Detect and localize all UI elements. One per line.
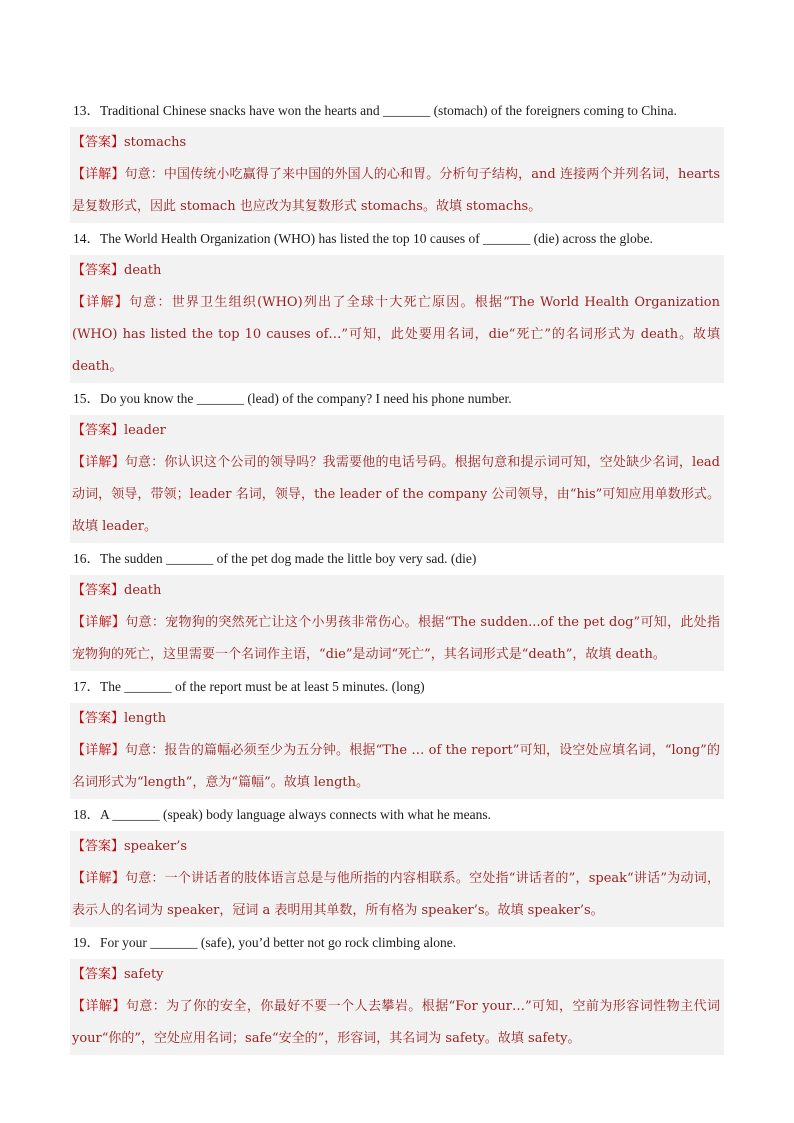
question-text: 16．The sudden _______ of the pet dog made the little boy very sad. (die) (73, 551, 477, 566)
answer-line (70, 831, 724, 863)
answer-label: 【答案】 (72, 583, 125, 598)
answer-text: length (124, 711, 167, 726)
explanation-text: 句意：为了你的安全，你最好不要一个人去攀岩。根据“For your…”可知，空前为形容词性物主代词 your“你的”，空处应用名词；safe“安全的”，形容词，其名词为 safety。故填 safety。 (72, 999, 720, 1046)
answer-text: death (124, 583, 162, 598)
question-text: 13．Traditional Chinese snacks have won the hearts and _______ (stomach) of the foreigners coming to China. (73, 103, 677, 118)
explanation-text: 句意：世界卫生组织(WHO)列出了全球十大死亡原因。根据“The World Health Organization (WHO) has listed the top 10 causes of…”可知，此处要用名词，die“死亡”的名词形式为 death。故填 death。 (72, 295, 720, 374)
explanation-label: 【详解】 (72, 167, 125, 182)
question-item-14 (70, 223, 724, 383)
explanation-text: 句意：宠物狗的突然死亡让这个小男孩非常伤心。根据“The sudden...of the pet dog”可知，此处指宠物狗的死亡，这里需要一个名词作主语，“die”是动词“死亡”，其名词形式是“death”，故填 death。 (72, 615, 720, 662)
explanation-text: 句意：你认识这个公司的领导吗？我需要他的电话号码。根据句意和提示词可知，空处缺少名词，lead 动词，领导，带领；leader 名词，领导，the leader of the company 公司领导，由“his”可知应用单数形式。故填 leader。 (72, 455, 720, 534)
explanation-label: 【详解】 (72, 743, 125, 758)
question-text: 14．The World Health Organization (WHO) has listed the top 10 causes of _______ (die) across the globe. (73, 231, 653, 246)
answer-line (70, 703, 724, 735)
question-item-13 (70, 95, 724, 223)
answer-box (70, 575, 724, 671)
answer-label: 【答案】 (72, 263, 125, 278)
answer-text: speaker’s (124, 839, 188, 854)
answer-line (70, 255, 724, 287)
question-item-18 (70, 799, 724, 927)
answer-label: 【答案】 (72, 135, 125, 150)
explanation-paragraph (70, 607, 724, 671)
question-text: 19．For your _______ (safe), you’d better not go rock climbing alone. (73, 935, 457, 950)
answer-box (70, 831, 724, 927)
answer-line (70, 415, 724, 447)
explanation-paragraph (70, 991, 724, 1055)
answer-label: 【答案】 (72, 967, 125, 982)
answer-line (70, 127, 724, 159)
answer-line (70, 575, 724, 607)
answer-text: stomachs (124, 135, 187, 150)
question-text: 18．A _______ (speak) body language always connects with what he means. (73, 807, 492, 822)
answer-line (70, 959, 724, 991)
answer-label: 【答案】 (72, 711, 125, 726)
question-list (70, 95, 724, 1055)
explanation-label: 【详解】 (72, 295, 129, 310)
question-item-17 (70, 671, 724, 799)
explanation-label: 【详解】 (72, 999, 126, 1014)
explanation-paragraph (70, 159, 724, 223)
explanation-paragraph (70, 447, 724, 543)
answer-text: leader (124, 423, 166, 438)
answer-label: 【答案】 (72, 423, 125, 438)
answer-text: death (124, 263, 162, 278)
explanation-label: 【详解】 (72, 455, 125, 470)
answer-box (70, 127, 724, 223)
explanation-label: 【详解】 (72, 615, 126, 630)
explanation-paragraph (70, 287, 724, 383)
explanation-text: 句意：报告的篇幅必须至少为五分钟。根据“The … of the report”可知，设空处应填名词，“long”的名词形式为“length”，意为“篇幅”。故填 length。 (72, 743, 720, 790)
answer-box (70, 703, 724, 799)
answer-label: 【答案】 (72, 839, 125, 854)
explanation-label: 【详解】 (72, 871, 125, 886)
answer-box (70, 415, 724, 543)
answer-text: safety (124, 967, 164, 982)
explanation-text: 句意：中国传统小吃赢得了来中国的外国人的心和胃。分析句子结构，and 连接两个并列名词，hearts 是复数形式，因此 stomach 也应改为其复数形式 stomachs。故填 stomachs。 (72, 167, 720, 214)
question-text: 15．Do you know the _______ (lead) of the company? I need his phone number. (73, 391, 512, 406)
question-item-15 (70, 383, 724, 543)
explanation-text: 句意：一个讲话者的肢体语言总是与他所指的内容相联系。空处指“讲话者的”，speak“讲话”为动词，表示人的名词为 speaker，冠词 a 表明用其单数，所有格为 speaker’s。故填 speaker’s。 (72, 871, 720, 918)
explanation-paragraph (70, 735, 724, 799)
answer-box (70, 959, 724, 1055)
explanation-paragraph (70, 863, 724, 927)
question-item-19 (70, 927, 724, 1055)
answer-box (70, 255, 724, 383)
question-item-16 (70, 543, 724, 671)
question-text: 17．The _______ of the report must be at least 5 minutes. (long) (73, 679, 425, 694)
